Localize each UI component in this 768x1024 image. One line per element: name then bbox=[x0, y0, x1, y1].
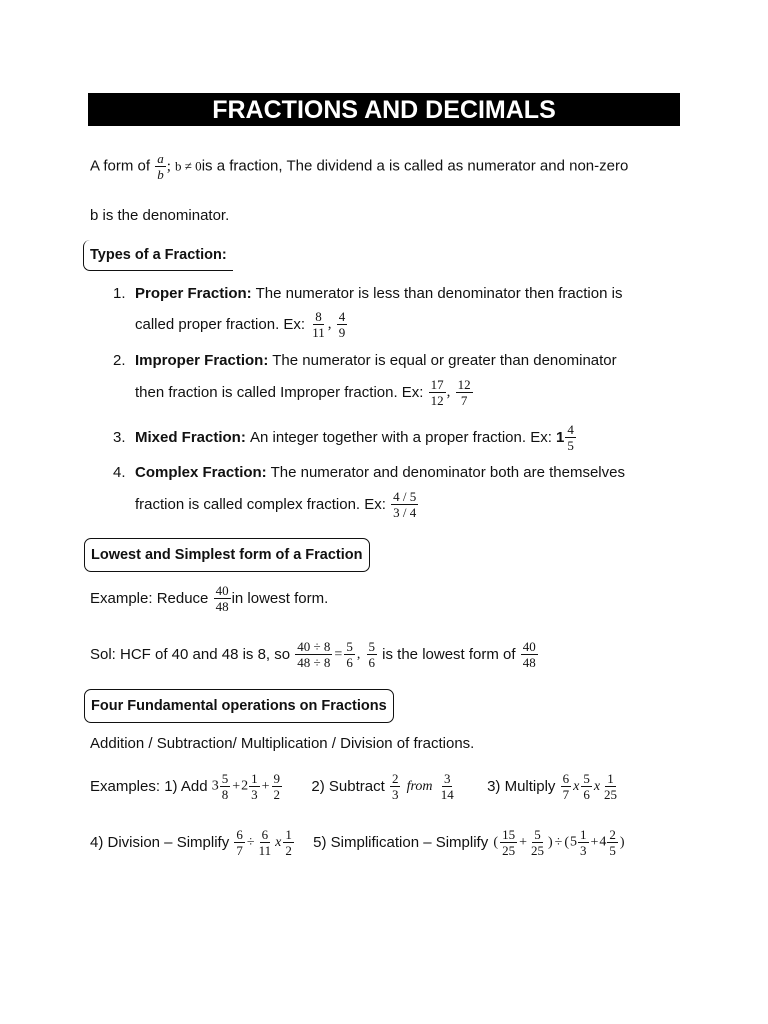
intro-line-2: b is the denominator. bbox=[90, 207, 230, 224]
frac-den: 5 bbox=[567, 438, 574, 453]
intro-semi: ; bbox=[166, 158, 171, 175]
frac-num: 4 bbox=[567, 422, 574, 437]
lowest-form-heading: Lowest and Simplest form of a Fraction bbox=[84, 538, 370, 572]
simplify-whole-1: 5 bbox=[570, 834, 578, 850]
intro-line bbox=[90, 151, 628, 182]
frac-den: 3 / 4 bbox=[393, 505, 417, 520]
types-heading: Types of a Fraction: bbox=[83, 240, 233, 271]
frac-den: 7 bbox=[460, 393, 468, 408]
intro-rest: is a fraction, The dividend a is called as numerator and non-zero bbox=[201, 157, 629, 175]
frac-den: 5 bbox=[609, 843, 616, 858]
operations-line: Addition / Subtraction/ Multiplication / Division of fractions. bbox=[90, 735, 475, 752]
frac-den: 11 bbox=[258, 843, 272, 858]
from-word: from bbox=[406, 778, 433, 794]
page-title: FRACTIONS AND DECIMALS bbox=[88, 93, 680, 126]
frac-num: 1 bbox=[285, 827, 292, 842]
type-1-line-2: called proper fraction. Ex: $\frac{8}{11}$ , $\frac{4}{9}$ bbox=[135, 309, 346, 340]
solution-fraction-4 bbox=[521, 639, 538, 670]
type-1-number: 1. bbox=[113, 285, 126, 302]
plus-sign: + bbox=[519, 834, 527, 850]
add-label: Examples: 1) Add bbox=[90, 778, 208, 795]
multiply-fraction-1 bbox=[561, 771, 572, 802]
type-2-example-2 bbox=[456, 377, 473, 408]
solution-lead: Sol: HCF of 40 and 48 is 8, so bbox=[90, 646, 291, 663]
frac-num: 40 bbox=[522, 639, 536, 654]
frac-num: 15 bbox=[502, 827, 516, 842]
multiply-fraction-3 bbox=[602, 771, 619, 802]
solution-fraction-2 bbox=[344, 639, 355, 670]
division-fraction-1 bbox=[234, 827, 245, 858]
frac-num: 5 bbox=[368, 639, 375, 654]
type-1-example-1 bbox=[310, 309, 327, 340]
type-1 bbox=[113, 285, 622, 302]
simplify-fraction-2 bbox=[529, 827, 546, 858]
add-fraction-3 bbox=[272, 771, 283, 802]
multiply-label: 3) Multiply bbox=[487, 778, 556, 795]
subtract-label: 2) Subtract bbox=[311, 778, 385, 795]
frac-den: 25 bbox=[502, 843, 516, 858]
simplify-fraction-4 bbox=[607, 827, 618, 858]
type-4-example bbox=[391, 489, 418, 520]
frac-den: 3 bbox=[580, 843, 587, 858]
frac-den: 11 bbox=[312, 325, 325, 340]
multiply-fraction-2 bbox=[581, 771, 592, 802]
frac-num: 2 bbox=[609, 827, 616, 842]
frac-num: 40 bbox=[215, 583, 229, 598]
close-paren: ) bbox=[547, 834, 553, 850]
intro-condition: b ≠ 0 bbox=[175, 158, 202, 174]
solution-mid: is the lowest form of bbox=[382, 646, 516, 663]
frac-num: 12 bbox=[457, 377, 471, 392]
example-lead: Example: Reduce bbox=[90, 590, 209, 607]
frac-den: 7 bbox=[236, 843, 243, 858]
frac-den: 2 bbox=[285, 843, 292, 858]
example-rest: in lowest form. bbox=[231, 590, 329, 607]
type-3-name: Mixed Fraction: bbox=[135, 429, 246, 446]
frac-den: 2 bbox=[273, 787, 281, 802]
type-3-number: 3. bbox=[113, 429, 126, 446]
simplify-fraction-3 bbox=[578, 827, 589, 858]
type-2-name: Improper Fraction: bbox=[135, 352, 269, 369]
type-2-line2: then fraction is called Improper fraction. Ex: bbox=[135, 384, 424, 401]
simplify-whole-2: 4 bbox=[599, 834, 607, 850]
plus-sign: + bbox=[261, 778, 270, 794]
frac-num: 5 bbox=[534, 827, 541, 842]
frac-num: 6 bbox=[562, 771, 570, 786]
frac-num: 5 bbox=[583, 771, 590, 786]
frac-den: 6 bbox=[583, 787, 590, 802]
subtract-fraction-1 bbox=[390, 771, 401, 802]
type-3 bbox=[113, 422, 577, 453]
type-2-text: The numerator is equal or greater than denominator bbox=[272, 352, 617, 369]
plus-sign: + bbox=[590, 834, 599, 850]
example-line bbox=[90, 583, 328, 614]
type-4-text: The numerator and denominator both are themselves bbox=[270, 464, 625, 481]
frac-num: 8 bbox=[315, 309, 322, 324]
examples-row-2 bbox=[90, 827, 626, 858]
frac-num: 4 bbox=[338, 309, 346, 324]
divide-sign: ÷ bbox=[246, 834, 255, 850]
frac-den: 3 bbox=[391, 787, 399, 802]
frac-den: 3 bbox=[251, 787, 258, 802]
type-1-example-2 bbox=[337, 309, 348, 340]
type-2-line-2: then fraction is called Improper fraction. Ex: $\frac{17}{12}$ , $\frac{12}{7}$ bbox=[135, 377, 471, 408]
add-fraction-1 bbox=[220, 771, 231, 802]
add-whole-2: 2 bbox=[241, 778, 249, 794]
operations-heading: Four Fundamental operations on Fractions bbox=[84, 689, 394, 723]
subtract-fraction-2 bbox=[439, 771, 456, 802]
comma: , bbox=[356, 646, 361, 662]
example-fraction bbox=[214, 583, 231, 614]
type-1-text: The numerator is less than denominator then fraction is bbox=[255, 285, 623, 302]
add-whole-1: 3 bbox=[211, 778, 219, 794]
frac-num: 5 bbox=[346, 639, 353, 654]
times-sign: x bbox=[573, 778, 580, 794]
type-4-name: Complex Fraction: bbox=[135, 464, 267, 481]
frac-den: 48 bbox=[522, 655, 536, 670]
frac-num: 4 / 5 bbox=[393, 489, 417, 504]
frac-den: 25 bbox=[604, 787, 618, 802]
frac-num: 3 bbox=[443, 771, 451, 786]
divide-sign: ÷ bbox=[554, 834, 563, 850]
frac-den: 48 bbox=[215, 599, 229, 614]
type-3-text: An integer together with a proper fraction. Ex: bbox=[250, 429, 552, 446]
type-4 bbox=[113, 464, 625, 481]
frac-num: 9 bbox=[273, 771, 281, 786]
type-4-line-2 bbox=[135, 489, 419, 520]
solution-fraction-3 bbox=[367, 639, 378, 670]
intro-frac-den: b bbox=[157, 167, 164, 182]
frac-num: 6 bbox=[236, 827, 243, 842]
frac-den: 12 bbox=[430, 393, 444, 408]
type-1-name: Proper Fraction: bbox=[135, 285, 252, 302]
frac-den: 25 bbox=[530, 843, 544, 858]
frac-num: 17 bbox=[430, 377, 444, 392]
type-2-example-1 bbox=[429, 377, 446, 408]
solution-fraction-1 bbox=[295, 639, 332, 670]
frac-num: 2 bbox=[391, 771, 399, 786]
simplify-fraction-1 bbox=[500, 827, 517, 858]
examples-row-1 bbox=[90, 771, 620, 802]
frac-den: 9 bbox=[338, 325, 346, 340]
frac-den: 7 bbox=[562, 787, 570, 802]
division-label: 4) Division – Simplify bbox=[90, 834, 230, 851]
times-sign: x bbox=[275, 834, 282, 850]
frac-den: 8 bbox=[221, 787, 229, 802]
frac-den: 6 bbox=[346, 655, 353, 670]
type-4-line2: fraction is called complex fraction. Ex: bbox=[135, 496, 386, 513]
intro-fraction bbox=[155, 151, 166, 182]
solution-line bbox=[90, 639, 539, 670]
type-2-number: 2. bbox=[113, 352, 126, 369]
intro-frac-num: a bbox=[157, 151, 164, 166]
type-3-whole: 1 bbox=[556, 429, 565, 446]
frac-num: 1 bbox=[251, 771, 258, 786]
division-fraction-3 bbox=[283, 827, 294, 858]
frac-den: 6 bbox=[368, 655, 375, 670]
division-fraction-2 bbox=[257, 827, 274, 858]
frac-num: 1 bbox=[580, 827, 587, 842]
type-4-number: 4. bbox=[113, 464, 126, 481]
type-1-line2: called proper fraction. Ex: bbox=[135, 316, 306, 333]
add-fraction-2 bbox=[249, 771, 260, 802]
open-paren: ( bbox=[564, 834, 570, 850]
frac-den: 48 ÷ 8 bbox=[297, 655, 331, 670]
frac-num: 5 bbox=[221, 771, 229, 786]
open-paren: ( bbox=[493, 834, 499, 850]
frac-num: 40 ÷ 8 bbox=[297, 639, 331, 654]
frac-den: 14 bbox=[440, 787, 454, 802]
equals-sign: = bbox=[334, 646, 343, 662]
close-paren: ) bbox=[619, 834, 625, 850]
simplification-label: 5) Simplification – Simplify bbox=[313, 834, 489, 851]
intro-lead: A form of bbox=[90, 157, 151, 175]
plus-sign: + bbox=[232, 778, 241, 794]
frac-num: 6 bbox=[261, 827, 269, 842]
times-sign: x bbox=[593, 778, 601, 794]
type-2 bbox=[113, 352, 617, 369]
type-3-example bbox=[565, 422, 576, 453]
frac-num: 1 bbox=[607, 771, 614, 786]
